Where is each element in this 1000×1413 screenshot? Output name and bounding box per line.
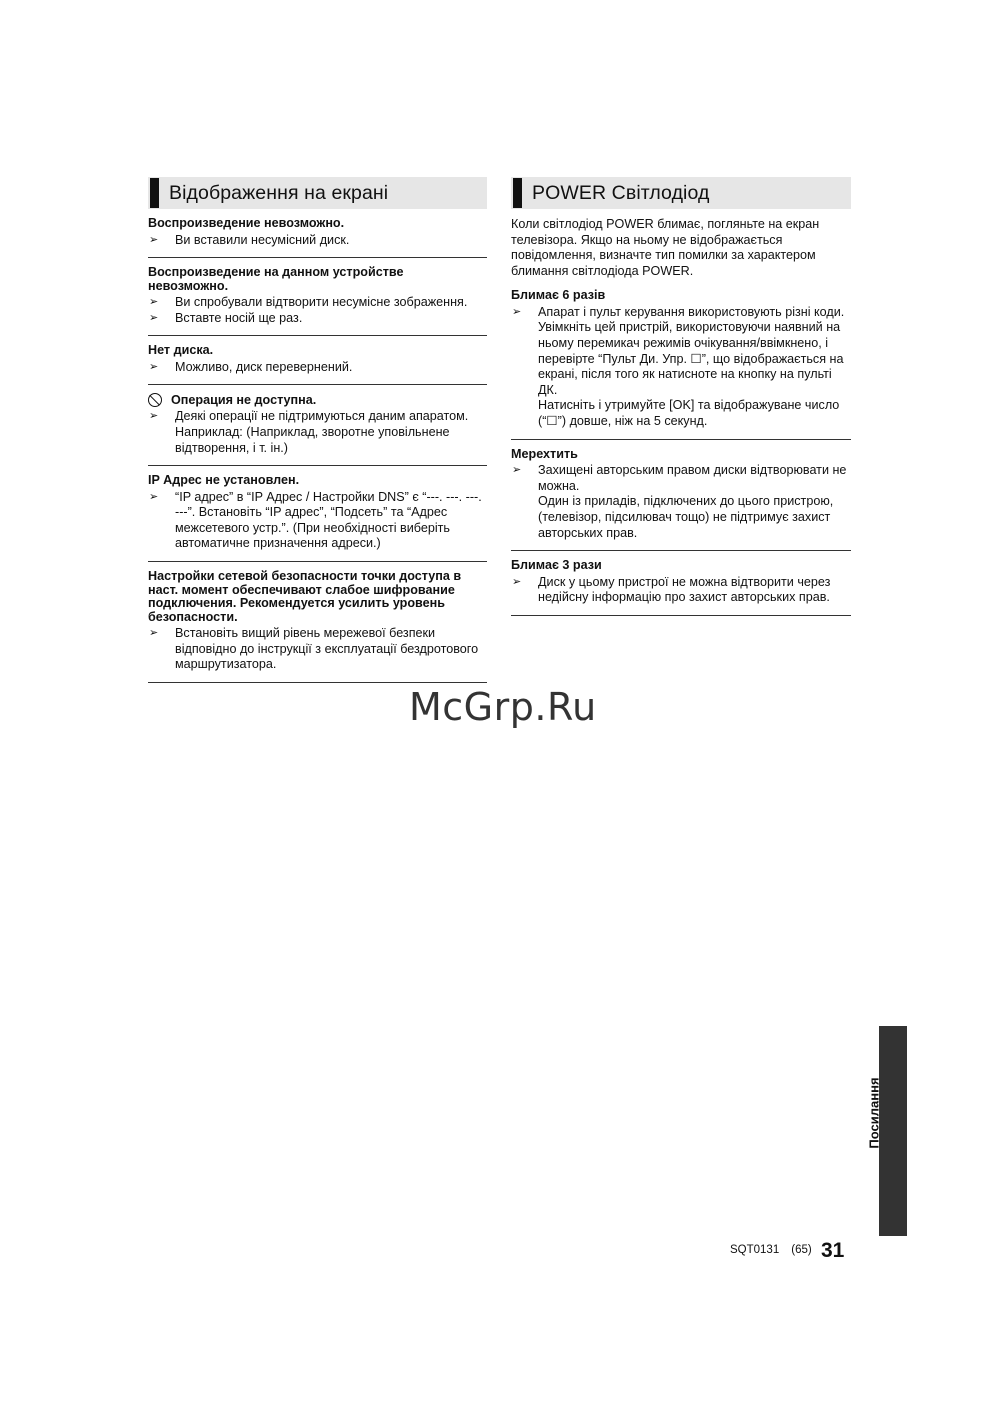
entry-title: Воспроизведение невозможно. — [148, 216, 345, 230]
bullet-item: ➢ Вставте носій ще раз. — [149, 310, 303, 325]
arrow-bullet-icon: ➢ — [149, 627, 159, 640]
footer-code — [730, 1244, 812, 1256]
page-number: 31 — [821, 1239, 845, 1262]
entry-title: Нет диска. — [148, 343, 214, 358]
right-column — [511, 177, 851, 624]
section-header-power-led — [511, 177, 851, 209]
arrow-bullet-icon: ➢ — [149, 410, 159, 423]
list-item — [148, 344, 487, 385]
bullet-item: ➢ Ви спробували відтворити несумісне зображення. — [149, 295, 468, 310]
entry-title: Воспроизведение на данном устройстве невозможно. — [148, 265, 404, 293]
bullet-item: ➢ Можливо, диск перевернений. — [149, 359, 353, 374]
bullet-item: ➢ Ви вставили несумісний диск. — [149, 232, 350, 247]
arrow-bullet-icon: ➢ — [149, 360, 159, 373]
doc-code: SQT0131 — [730, 1244, 780, 1256]
prohibited-icon — [148, 393, 162, 407]
list-item — [148, 266, 487, 336]
list-item — [148, 570, 487, 683]
section-marker — [513, 178, 522, 208]
side-tab-marker — [879, 1026, 907, 1236]
section-header-onscreen — [148, 177, 487, 209]
watermark: McGrp.Ru — [409, 685, 597, 729]
list-item — [148, 474, 487, 562]
list-item — [148, 393, 487, 466]
entry-title: Мерехтить — [511, 446, 578, 461]
section-title: POWER Світлодіод — [532, 181, 710, 204]
list-item — [511, 448, 851, 551]
section-marker — [150, 178, 159, 208]
page-ref: (65) — [791, 1244, 812, 1256]
side-tab-label: Посилання — [866, 1077, 882, 1149]
bullet-item: ➢ “IP адрес” в “IP Адрес / Настройки DNS” є “---. ---. ---. ---”. Встановіть “IP адрес”, “Подсеть” та “Адрес межсетевого устр.”. (При необхідності виберіть автоматичне призначення адреси.) — [149, 489, 482, 551]
arrow-bullet-icon: ➢ — [512, 575, 522, 588]
left-column — [148, 177, 487, 691]
entry-title: Настройки сетевой безопасности точки доступа в наст. момент обеспечивают слабое шифрование подключения. Рекомендуется усилить уровень безопасности. — [148, 569, 462, 624]
bullet-item: ➢ Захищені авторським правом диски відтворювати не можна. Один із приладів, підключених до цього пристрою, (телевізор, підсилювач тощо) не підтримує захист авторських прав. — [512, 463, 847, 540]
bullet-item: ➢ Встановіть вищий рівень мережевої безпеки відповідно до інструкції з експлуатації бездротового маршрутизатора. — [149, 626, 479, 672]
arrow-bullet-icon: ➢ — [512, 464, 522, 477]
bullet-item: ➢ Апарат і пульт керування використовують різні коди. Увімкніть цей пристрій, використовуючи наявний на ньому перемикач режимів очікування/ввімкнено, і перевірте “Пульт Ди. Упр. ☐”, що відображається на екрані, після того як натисноте на кнопку на пульті ДК. Натисніть і утримуйте [OK] та відображуване число (“☐”) довше, ніж на 5 секунд. — [512, 304, 845, 429]
list-item — [148, 217, 487, 258]
entry-title: Операция не доступна. — [148, 393, 487, 407]
entry-title: Блимає 3 рази — [511, 558, 602, 573]
intro-text: Коли світлодіод POWER блимає, погляньте на екран телевізора. Якщо на ньому не відображається повідомлення, визначте тип помилки за характером блимання світлодіода POWER. — [511, 217, 820, 278]
section-title: Відображення на екрані — [169, 181, 389, 204]
arrow-bullet-icon: ➢ — [149, 311, 159, 324]
bullet-item: ➢ Деякі операції не підтримуються даним апаратом. Наприклад: (Наприклад, зворотне уповільнене відтворення, і т. ін.) — [149, 409, 469, 455]
arrow-bullet-icon: ➢ — [512, 305, 522, 318]
entry-title: IP Адрес не установлен. — [148, 473, 300, 488]
arrow-bullet-icon: ➢ — [149, 296, 159, 309]
arrow-bullet-icon: ➢ — [149, 490, 159, 503]
list-item — [511, 559, 851, 616]
bullet-item: ➢ Диск у цьому пристрої не можна відтворити через недійсну інформацію про захист авторських прав. — [512, 574, 831, 605]
entry-title: Блимає 6 разів — [511, 288, 606, 303]
list-item — [511, 289, 851, 439]
arrow-bullet-icon: ➢ — [149, 233, 159, 246]
